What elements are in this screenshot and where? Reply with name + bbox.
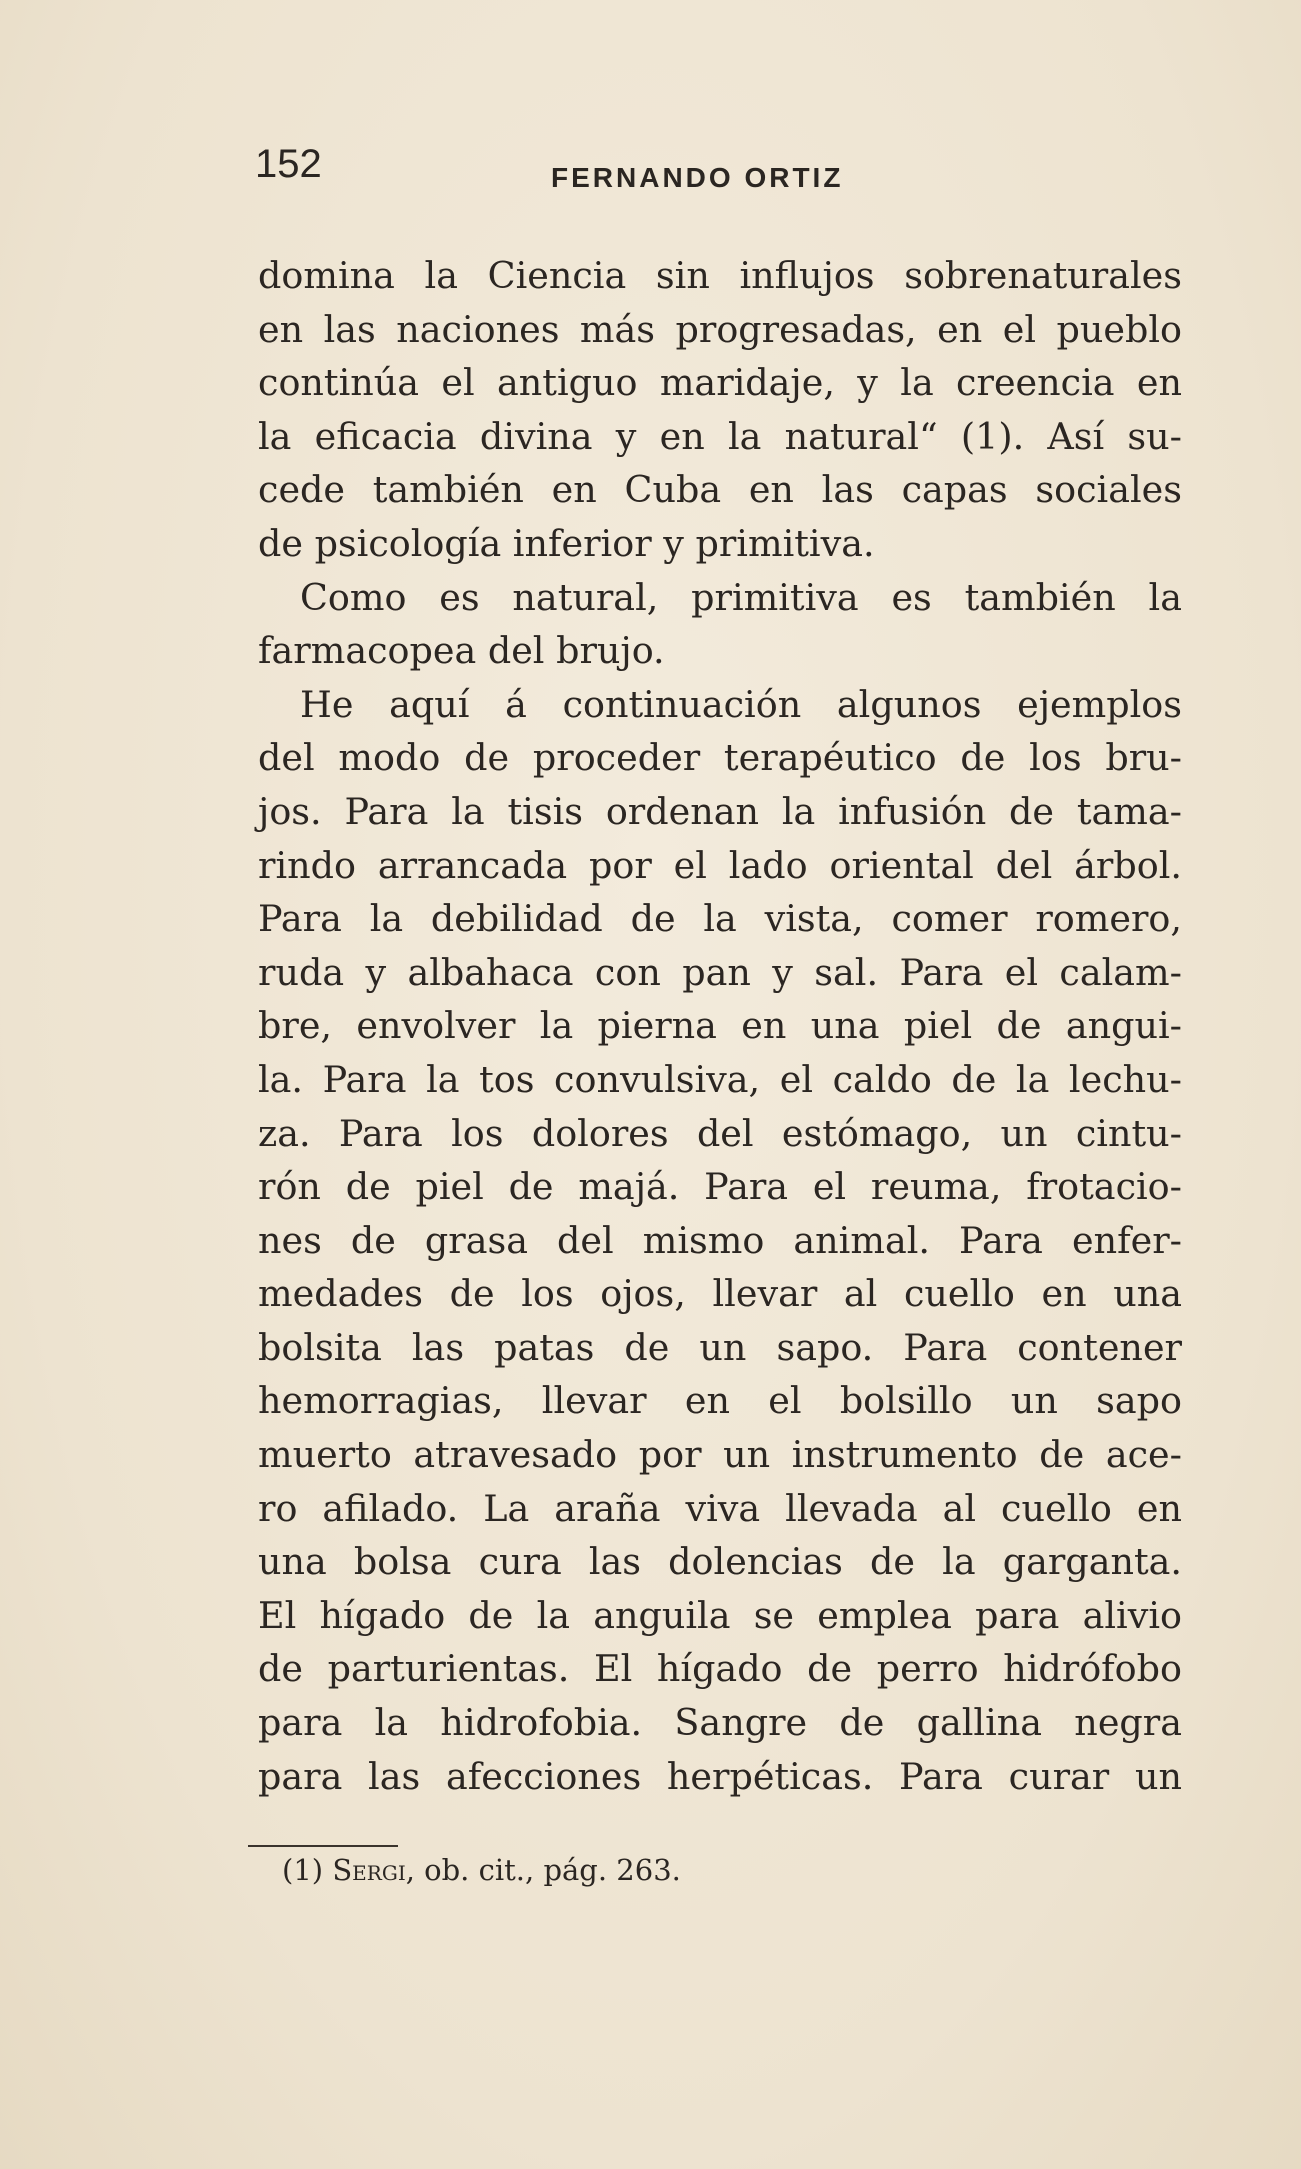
footnote-author: Sergi [332,1853,406,1887]
text-line: de psicología inferior y primitiva. [258,521,875,565]
page-number: 152 [255,142,322,186]
text-line: para la hidrofobia. Sangre de gallina negra [258,1701,1182,1745]
text-line: de parturientas. El hígado de perro hidrófobo [258,1647,1182,1691]
body-text [258,249,1182,1803]
text-line: domina la Ciencia sin influjos sobrenaturales [258,254,1182,297]
footnote-citation: , ob. cit., pág. 263. [405,1853,681,1887]
text-line: El hígado de la anguila se emplea para alivio [258,1593,1182,1637]
text-line: cede también en Cuba en las capas sociales [258,468,1182,512]
text-line: continúa el antiguo maridaje, y la creencia en [258,361,1182,405]
text-line: bre, envolver la pierna en una piel de angui- [258,1004,1182,1048]
text-line: en las naciones más progresadas, en el pueblo [258,307,1182,351]
footnote-marker: (1) [282,1853,324,1887]
text-line: rón de piel de majá. Para el reuma, frotacio- [258,1165,1182,1209]
text-line: ruda y albahaca con pan y sal. Para el calam- [258,950,1182,994]
text-line: medades de los ojos, llevar al cuello en una [258,1272,1182,1316]
text-line: He aquí á continuación algunos ejemplos [300,682,1182,726]
text-line: za. Para los dolores del estómago, un cintu- [258,1111,1182,1155]
text-line: hemorragias, llevar en el bolsillo un sapo [258,1379,1182,1423]
running-head [255,142,895,202]
text-line: nes de grasa del mismo animal. Para enfer- [258,1218,1182,1262]
text-line: la eficacia divina y en la natural“ (1). Así su- [258,414,1182,458]
text-line: jos. Para la tisis ordenan la infusión de tama- [258,789,1182,833]
text-line: una bolsa cura las dolencias de la garganta. [258,1540,1182,1584]
footnote-rule [248,1845,398,1847]
running-title: FERNANDO ORTIZ [551,162,844,193]
text-line: la. Para la tos convulsiva, el caldo de la lechu- [258,1057,1182,1101]
text-line: rindo arrancada por el lado oriental del árbol. [258,843,1182,887]
text-line: para las afecciones herpéticas. Para curar un [258,1754,1182,1798]
text-line: ro afilado. La araña viva llevada al cuello en [258,1486,1182,1530]
text-line: del modo de proceder terapéutico de los bru- [258,736,1182,780]
text-line: Como es natural, primitiva es también la [300,575,1182,619]
text-line: bolsita las patas de un sapo. Para contener [258,1325,1182,1369]
text-line: farmacopea del brujo. [258,629,665,673]
text-line: muerto atravesado por un instrumento de ace- [258,1433,1182,1477]
text-line: Para la debilidad de la vista, comer romero, [258,897,1182,941]
footnote [282,1850,681,1890]
